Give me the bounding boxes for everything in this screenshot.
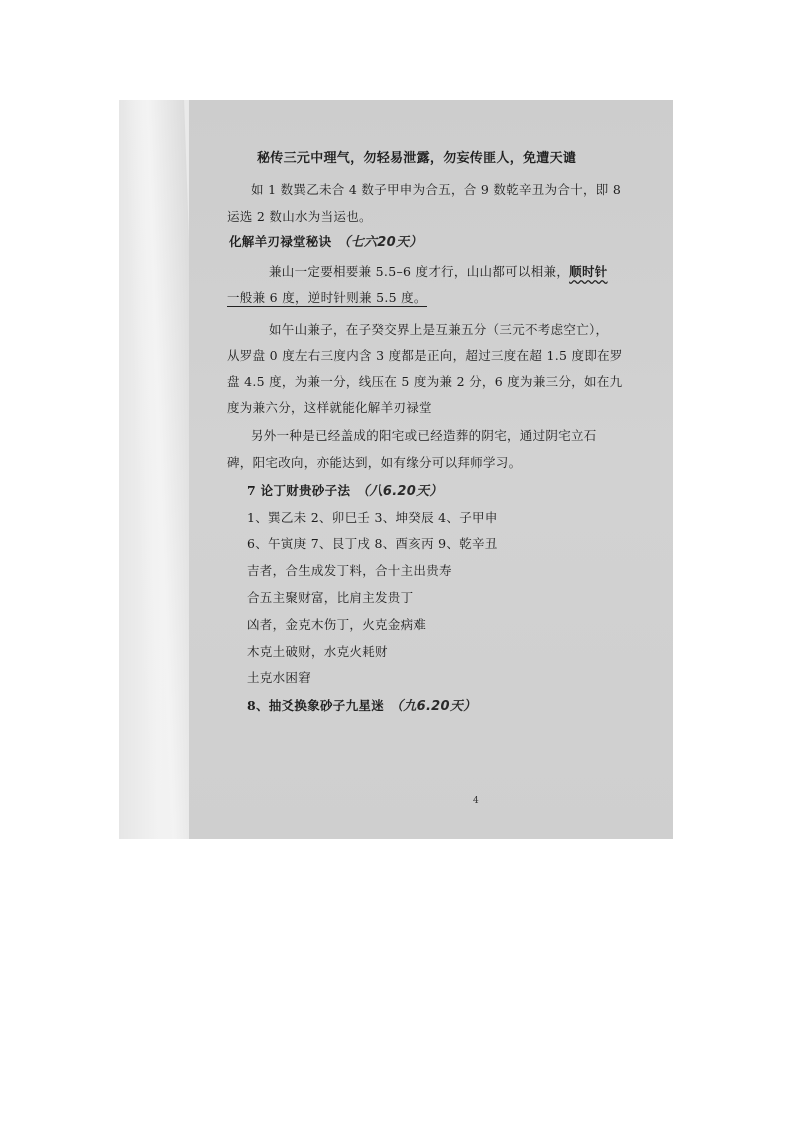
text-line: 凶者，金克木伤丁，火克金病难 xyxy=(247,617,427,632)
section-heading xyxy=(247,695,476,714)
document-title: 秘传三元中理气，勿轻易泄露，勿妄传匪人，免遭天谴 xyxy=(257,151,577,166)
underlined-text: 一般兼 6 度，逆时针则兼 5.5 度。 xyxy=(227,290,427,305)
section-heading-text: 化解羊刃禄堂秘诀 xyxy=(229,234,332,249)
text-line xyxy=(227,288,427,306)
text-line: 度为兼六分，这样就能化解羊刃禄堂 xyxy=(227,400,432,415)
text-line xyxy=(269,262,608,280)
document-page xyxy=(189,100,673,839)
list-line: 1、巽乙未 2、卯巳壬 3、坤癸辰 4、子甲申 xyxy=(247,510,498,525)
handwritten-note: （九6.20天） xyxy=(390,699,477,714)
text-line: 盘 4.5 度，为兼一分，线压在 5 度为兼 2 分，6 度为兼三分，如在九 xyxy=(227,374,623,389)
text-line: 运选 2 数山水为当运也。 xyxy=(227,209,372,224)
section-heading xyxy=(229,231,423,250)
text-line: 另外一种是已经盖成的阳宅或已经造葬的阴宅，通过阴宅立石 xyxy=(251,428,597,443)
text-line: 如午山兼子，在子癸交界上是互兼五分（三元不考虑空亡）， xyxy=(269,322,609,337)
text-line: 吉者，合生成发丁料，合十主出贵寿 xyxy=(247,563,452,578)
page-number: 4 xyxy=(473,796,479,806)
section-heading-text: 7 论丁财贵砂子法 xyxy=(247,483,351,498)
scanned-photo xyxy=(119,100,673,839)
text-line: 木克土破财，水克火耗财 xyxy=(247,644,388,659)
section-heading xyxy=(247,480,443,499)
text-line: 碑，阳宅改向，亦能达到，如有缘分可以拜师学习。 xyxy=(227,455,522,470)
text-line: 如 1 数巽乙未合 4 数子甲申为合五，合 9 数乾辛丑为合十，即 8 xyxy=(251,182,622,197)
handwritten-note: （七六20天） xyxy=(337,235,423,250)
text-line: 合五主聚财富，比肩主发贵丁 xyxy=(247,590,414,605)
text-line-part: 兼山一定要相要兼 5.5–6 度才行，山山都可以相兼， xyxy=(269,264,570,279)
list-line: 6、午寅庚 7、艮丁戌 8、酉亥丙 9、乾辛丑 xyxy=(247,536,498,551)
text-line: 从罗盘 0 度左右三度内含 3 度都是正向，超过三度在超 1.5 度即在罗 xyxy=(227,348,623,363)
emphasis-text: 顺时针 xyxy=(569,264,608,279)
handwritten-note: （八6.20天） xyxy=(356,484,443,499)
section-heading-text: 8、抽爻换象砂子九星迷 xyxy=(247,698,384,713)
text-line: 土克水困窘 xyxy=(247,670,312,685)
